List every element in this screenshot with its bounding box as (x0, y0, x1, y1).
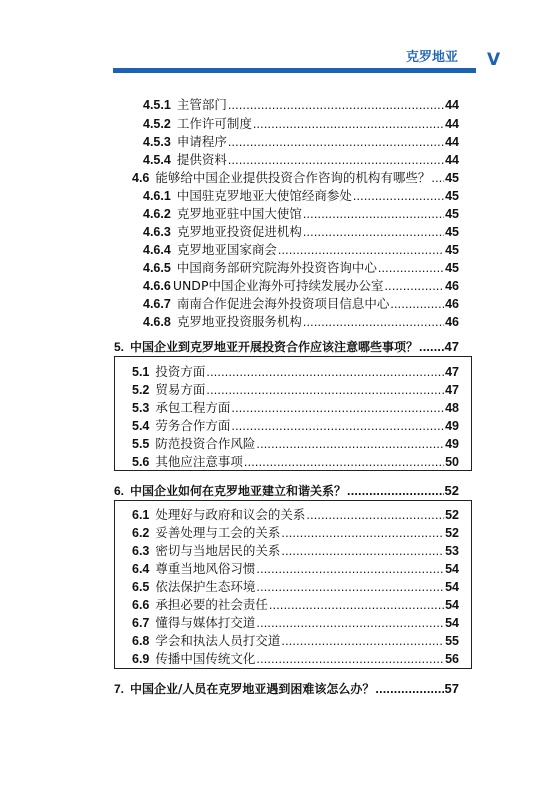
entry-number: 4.6.7 (143, 297, 171, 311)
entry-page: 48 (445, 401, 459, 415)
leader-dots (256, 561, 444, 577)
section-number: 5. (114, 340, 125, 354)
entry-title: 承包工程方面 (155, 400, 231, 415)
entry-title: 依法保护生态环境 (155, 579, 256, 594)
entry-number: 6.9 (132, 652, 150, 666)
entry-page: 54 (445, 562, 459, 576)
toc-entry[interactable] (143, 206, 459, 222)
leader-dots (281, 543, 444, 559)
toc-entry[interactable] (143, 134, 459, 150)
entry-title: 能够给中国企业提供投资合作咨询的机构有哪些？ (155, 170, 431, 185)
toc-entry[interactable] (132, 615, 459, 631)
leader-dots (228, 152, 444, 168)
leader-dots (231, 418, 444, 434)
entry-number: 6.3 (132, 544, 150, 558)
entry-number: 4.6 (132, 171, 150, 185)
leader-dots (244, 454, 444, 470)
entry-title: 克罗地亚投资促进机构 (176, 224, 302, 239)
leader-dots (384, 278, 444, 294)
entry-title: 尊重当地风俗习惯 (155, 561, 256, 576)
entry-title: 申请程序 (176, 134, 227, 149)
entry-title: 克罗地亚投资服务机构 (176, 314, 302, 329)
leader-dots (375, 681, 443, 697)
entry-title: 妥善处理与工会的关系 (155, 525, 281, 540)
leader-dots (206, 364, 444, 380)
leader-dots (303, 314, 444, 330)
toc-section-heading[interactable] (114, 681, 459, 697)
toc-entry[interactable] (132, 418, 459, 434)
entry-page: 46 (445, 279, 459, 293)
leader-dots (269, 597, 444, 613)
section-page: 52 (444, 483, 459, 498)
toc-section-heading[interactable] (114, 339, 459, 355)
toc-entry[interactable] (132, 651, 459, 667)
entry-page: 52 (445, 526, 459, 540)
entry-page: 45 (445, 225, 459, 239)
entry-page: 44 (445, 117, 459, 131)
section-page: 47 (444, 339, 459, 354)
entry-title: 提供资料 (176, 152, 227, 167)
entry-page: 45 (445, 171, 459, 185)
entry-number: 6.4 (132, 562, 150, 576)
entry-number: 4.6.4 (143, 243, 171, 257)
entry-number: 6.2 (132, 526, 150, 540)
entry-number: 6.7 (132, 616, 150, 630)
leader-dots (303, 206, 444, 222)
toc-entry[interactable] (132, 400, 459, 416)
toc-entry[interactable] (132, 382, 459, 398)
toc-entry[interactable] (143, 260, 459, 276)
leader-dots (347, 483, 444, 499)
entry-number: 4.6.8 (143, 315, 171, 329)
entry-page: 54 (445, 598, 459, 612)
leader-dots (253, 116, 444, 132)
entry-title: 南南合作促进会海外投资项目信息中心 (176, 296, 390, 311)
toc-section-heading[interactable] (114, 483, 459, 499)
leader-dots (231, 400, 444, 416)
entry-number: 6.1 (132, 508, 150, 522)
toc-entry[interactable] (132, 579, 459, 595)
entry-number: 6.8 (132, 634, 150, 648)
toc-entry[interactable] (143, 116, 459, 132)
entry-title: 密切与当地居民的关系 (155, 543, 281, 558)
entry-title: 处理好与政府和议会的关系 (155, 507, 306, 522)
toc-entry[interactable] (132, 633, 459, 649)
leader-dots (303, 224, 444, 240)
entry-number: 4.6.5 (143, 261, 171, 275)
leader-dots (378, 260, 444, 276)
entry-page: 55 (445, 634, 459, 648)
entry-page: 54 (445, 616, 459, 630)
entry-number: 5.2 (132, 383, 150, 397)
leader-dots (419, 339, 444, 355)
toc-entry[interactable] (132, 507, 459, 523)
section-title: 中国企业如何在克罗地亚建立和谐关系？ (130, 484, 347, 498)
leader-dots (206, 382, 444, 398)
toc-entry[interactable] (132, 525, 459, 541)
entry-page: 45 (445, 207, 459, 221)
entry-title: 懂得与媒体打交道 (155, 615, 256, 630)
entry-page: 56 (445, 652, 459, 666)
entry-page: 44 (445, 98, 459, 112)
section-number: 7. (114, 682, 125, 696)
leader-dots (256, 436, 444, 452)
toc-entry[interactable] (132, 454, 459, 470)
toc-entry[interactable] (143, 97, 459, 113)
entry-number: 6.5 (132, 580, 150, 594)
entry-page: 50 (445, 455, 459, 469)
toc-entry[interactable] (132, 170, 459, 186)
entry-page: 44 (445, 135, 459, 149)
leader-dots (281, 525, 444, 541)
entry-title: 其他应注意事项 (155, 454, 243, 469)
entry-page: 52 (445, 508, 459, 522)
toc-entry[interactable] (132, 561, 459, 577)
section-title: 中国企业到克罗地亚开展投资合作应该注意哪些事项？ (130, 340, 419, 354)
leader-dots (228, 97, 444, 113)
leader-dots (228, 134, 444, 150)
entry-title: 工作许可制度 (176, 116, 252, 131)
entry-number: 5.4 (132, 419, 150, 433)
toc-entry[interactable] (143, 314, 459, 330)
toc-entry[interactable] (132, 543, 459, 559)
leader-dots (278, 242, 444, 258)
entry-title: 中国商务部研究院海外投资咨询中心 (176, 260, 377, 275)
leader-dots (306, 507, 444, 523)
toc-entry[interactable] (143, 188, 459, 204)
entry-title: 克罗地亚驻中国大使馆 (176, 206, 302, 221)
leader-dots (431, 170, 444, 186)
entry-number: 6.6 (132, 598, 150, 612)
leader-dots (281, 633, 444, 649)
leader-dots (256, 615, 444, 631)
entry-page: 49 (445, 437, 459, 451)
toc-entry[interactable] (143, 278, 459, 294)
entry-title: 劳务合作方面 (155, 418, 231, 433)
entry-page: 54 (445, 580, 459, 594)
leader-dots (390, 296, 444, 312)
entry-page: 46 (445, 297, 459, 311)
page-number-roman: V (487, 50, 501, 70)
entry-page: 44 (445, 153, 459, 167)
entry-title: 防范投资合作风险 (155, 436, 256, 451)
entry-number: 4.5.2 (143, 117, 171, 131)
entry-page: 46 (445, 315, 459, 329)
section-title: 中国企业/人员在克罗地亚遇到困难该怎么办？ (130, 682, 375, 696)
toc-entry[interactable] (143, 152, 459, 168)
toc-entry[interactable] (132, 364, 459, 380)
entry-page: 47 (445, 383, 459, 397)
toc-entry[interactable] (143, 224, 459, 240)
entry-number: 4.5.1 (143, 98, 171, 112)
toc-entry[interactable] (132, 436, 459, 452)
section-number: 6. (114, 484, 125, 498)
entry-page: 45 (445, 261, 459, 275)
toc-entry[interactable] (143, 296, 459, 312)
entry-title: 投资方面 (155, 364, 206, 379)
entry-number: 5.1 (132, 365, 150, 379)
entry-number: 5.6 (132, 455, 150, 469)
entry-title: 承担必要的社会责任 (155, 597, 268, 612)
entry-number: 4.5.4 (143, 153, 171, 167)
entry-title: 中国驻克罗地亚大使馆经商参处 (176, 188, 352, 203)
entry-number: 4.6.2 (143, 207, 171, 221)
entry-page: 47 (445, 365, 459, 379)
entry-number: 4.6.6 (143, 279, 171, 293)
entry-title: 学会和执法人员打交道 (155, 633, 281, 648)
leader-dots (353, 188, 444, 204)
entry-title: 克罗地亚国家商会 (176, 242, 277, 257)
entry-title: 传播中国传统文化 (155, 651, 256, 666)
entry-page: 53 (445, 544, 459, 558)
entry-number: 4.6.1 (143, 189, 171, 203)
leader-dots (256, 651, 444, 667)
section-page: 57 (444, 681, 459, 696)
toc-entry[interactable] (143, 242, 459, 258)
entry-title: UNDP中国企业海外可持续发展办公室 (172, 278, 384, 293)
entry-page: 45 (445, 243, 459, 257)
entry-page: 45 (445, 189, 459, 203)
entry-number: 4.6.3 (143, 225, 171, 239)
entry-page: 49 (445, 419, 459, 433)
entry-number: 4.5.3 (143, 135, 171, 149)
entry-number: 5.5 (132, 437, 150, 451)
toc-entry[interactable] (132, 597, 459, 613)
entry-title: 贸易方面 (155, 382, 206, 397)
header-title: 克罗地亚 (406, 50, 459, 65)
leader-dots (256, 579, 444, 595)
entry-title: 主管部门 (176, 97, 227, 112)
entry-number: 5.3 (132, 401, 150, 415)
